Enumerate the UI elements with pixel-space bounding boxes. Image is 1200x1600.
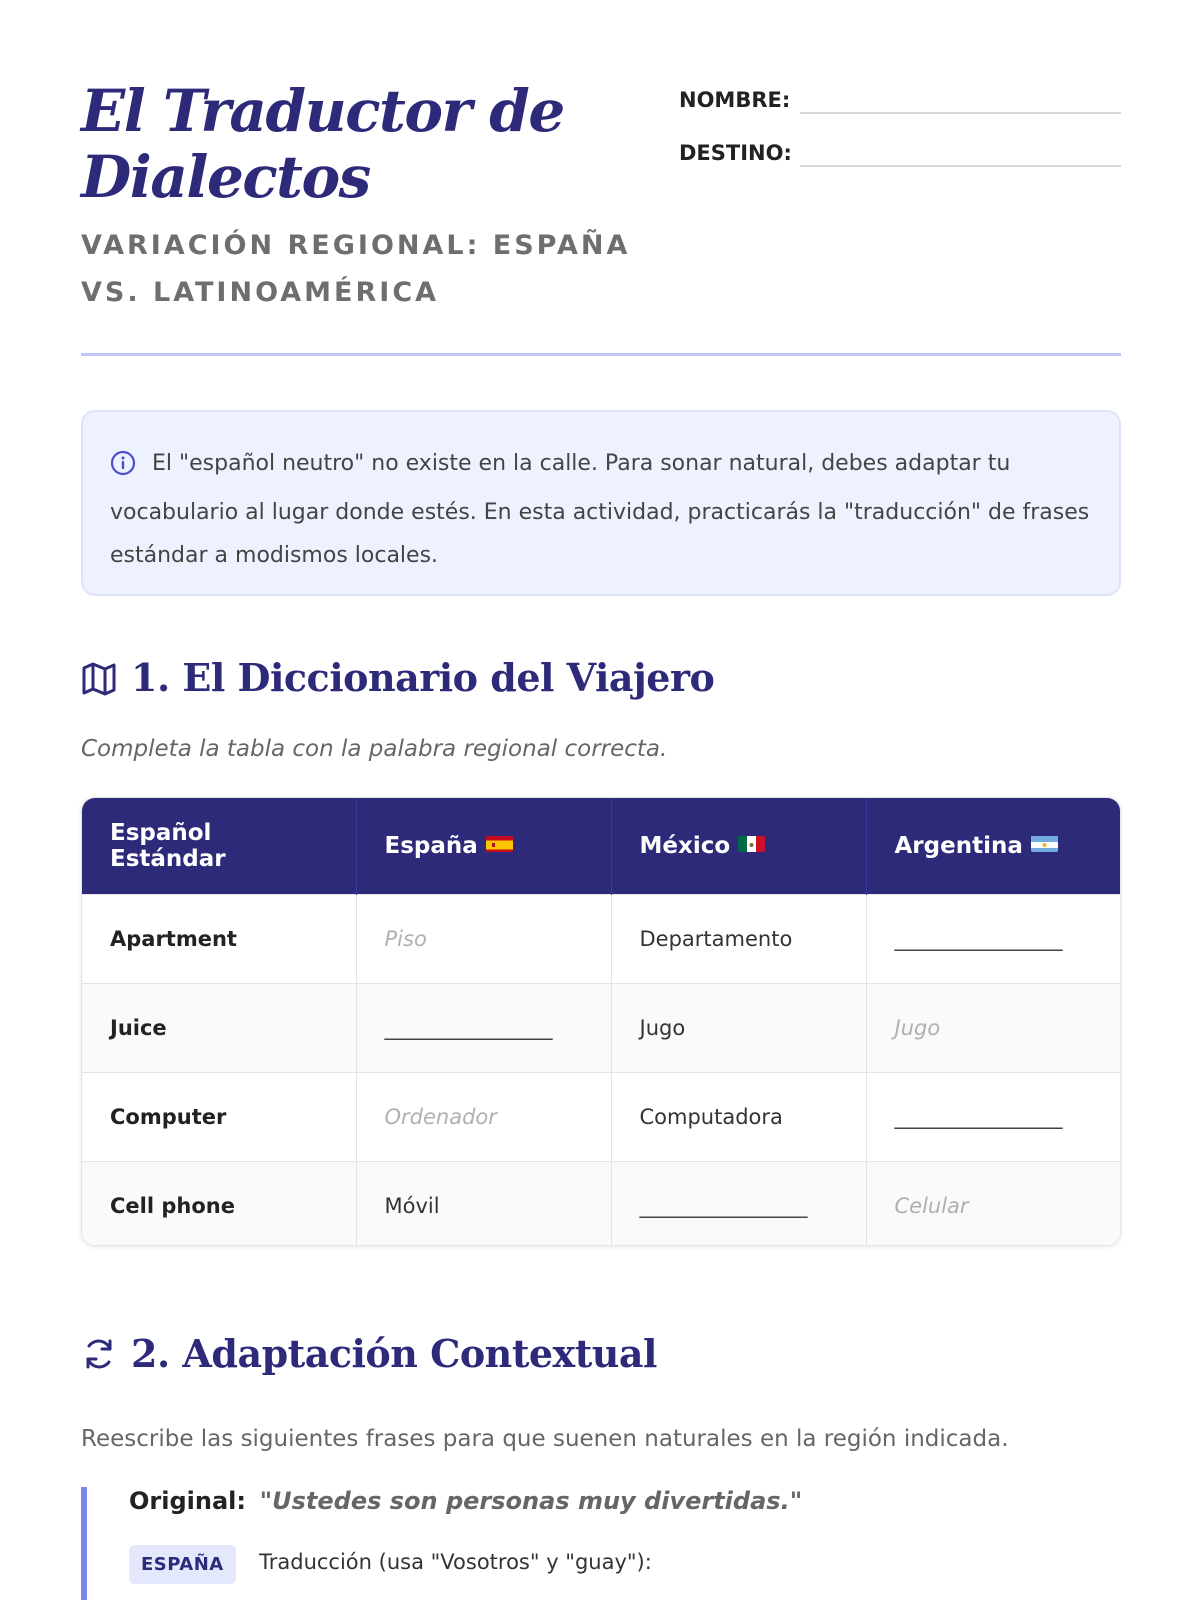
section-2-title-text: 2. Adaptación Contextual bbox=[131, 1331, 657, 1376]
section-1-title bbox=[81, 654, 714, 707]
original-label: Original: bbox=[129, 1487, 246, 1515]
cell-argentina: Celular bbox=[866, 1162, 1121, 1247]
vocabulary-table bbox=[81, 797, 1121, 1246]
col-spain: España bbox=[356, 798, 611, 895]
cell-spain: Móvil bbox=[356, 1162, 611, 1247]
info-icon bbox=[110, 448, 136, 491]
info-text: El "español neutro" no existe en la calle. Para sonar natural, debes adaptar tu vocabulario al lugar donde estés. En esta actividad, practicarás la "traducción" de frases estándar a modismos locales. bbox=[110, 451, 1090, 568]
table-row bbox=[82, 984, 1121, 1073]
section-2-title bbox=[81, 1330, 657, 1383]
translation-prompt: Traducción (usa "Vosotros" y "guay"): bbox=[259, 1550, 652, 1574]
cell-mexico: Computadora bbox=[611, 1073, 866, 1162]
cell-standard: Cell phone bbox=[82, 1162, 356, 1247]
cell-mexico: Departamento bbox=[611, 895, 866, 984]
section-1-title-text: 1. El Diccionario del Viajero bbox=[131, 655, 715, 700]
argentina-flag-icon bbox=[1031, 834, 1058, 852]
cell-standard: Apartment bbox=[82, 895, 356, 984]
destination-field[interactable] bbox=[679, 137, 1121, 167]
col-mexico: México bbox=[611, 798, 866, 895]
section-1-instruction: Completa la tabla con la palabra regional correcta. bbox=[81, 736, 668, 762]
cell-argentina-blank[interactable]: ________________ bbox=[866, 895, 1121, 984]
table-row bbox=[82, 895, 1121, 984]
col-argentina: Argentina bbox=[866, 798, 1121, 895]
region-badge: ESPAÑA bbox=[129, 1545, 236, 1584]
cell-spain: Piso bbox=[356, 895, 611, 984]
exercise-original bbox=[129, 1487, 802, 1515]
original-text: "Ustedes son personas muy divertidas." bbox=[259, 1487, 803, 1515]
name-field[interactable] bbox=[679, 84, 1121, 114]
refresh-icon bbox=[81, 1335, 117, 1383]
table-row bbox=[82, 1073, 1121, 1162]
destination-label: DESTINO: bbox=[679, 141, 792, 165]
spain-flag-icon bbox=[486, 834, 513, 852]
cell-spain: Ordenador bbox=[356, 1073, 611, 1162]
section-2-instruction: Reescribe las siguientes frases para que suenen naturales en la región indicada. bbox=[81, 1426, 1009, 1452]
cell-argentina-blank[interactable]: ________________ bbox=[866, 1073, 1121, 1162]
cell-mexico: Jugo bbox=[611, 984, 866, 1073]
map-icon bbox=[81, 659, 117, 707]
header-divider bbox=[81, 353, 1121, 356]
cell-argentina: Jugo bbox=[866, 984, 1121, 1073]
table-header-row bbox=[82, 798, 1121, 895]
cell-standard: Computer bbox=[82, 1073, 356, 1162]
col-standard: Español Estándar bbox=[82, 798, 356, 895]
mexico-flag-icon bbox=[738, 834, 765, 852]
cell-mexico-blank[interactable]: ________________ bbox=[611, 1162, 866, 1247]
page-title: El Traductor de Dialectos bbox=[81, 77, 564, 211]
name-label: NOMBRE: bbox=[679, 88, 791, 112]
destination-input-line[interactable] bbox=[800, 165, 1121, 167]
cell-spain-blank[interactable]: ________________ bbox=[356, 984, 611, 1073]
cell-standard: Juice bbox=[82, 984, 356, 1073]
page-subtitle: VARIACIÓN REGIONAL: ESPAÑA VS. LATINOAMÉRICA bbox=[81, 230, 631, 308]
name-input-line[interactable] bbox=[800, 112, 1121, 114]
exercise-card bbox=[81, 1487, 1127, 1600]
table-row bbox=[82, 1162, 1121, 1247]
info-box bbox=[81, 410, 1121, 596]
